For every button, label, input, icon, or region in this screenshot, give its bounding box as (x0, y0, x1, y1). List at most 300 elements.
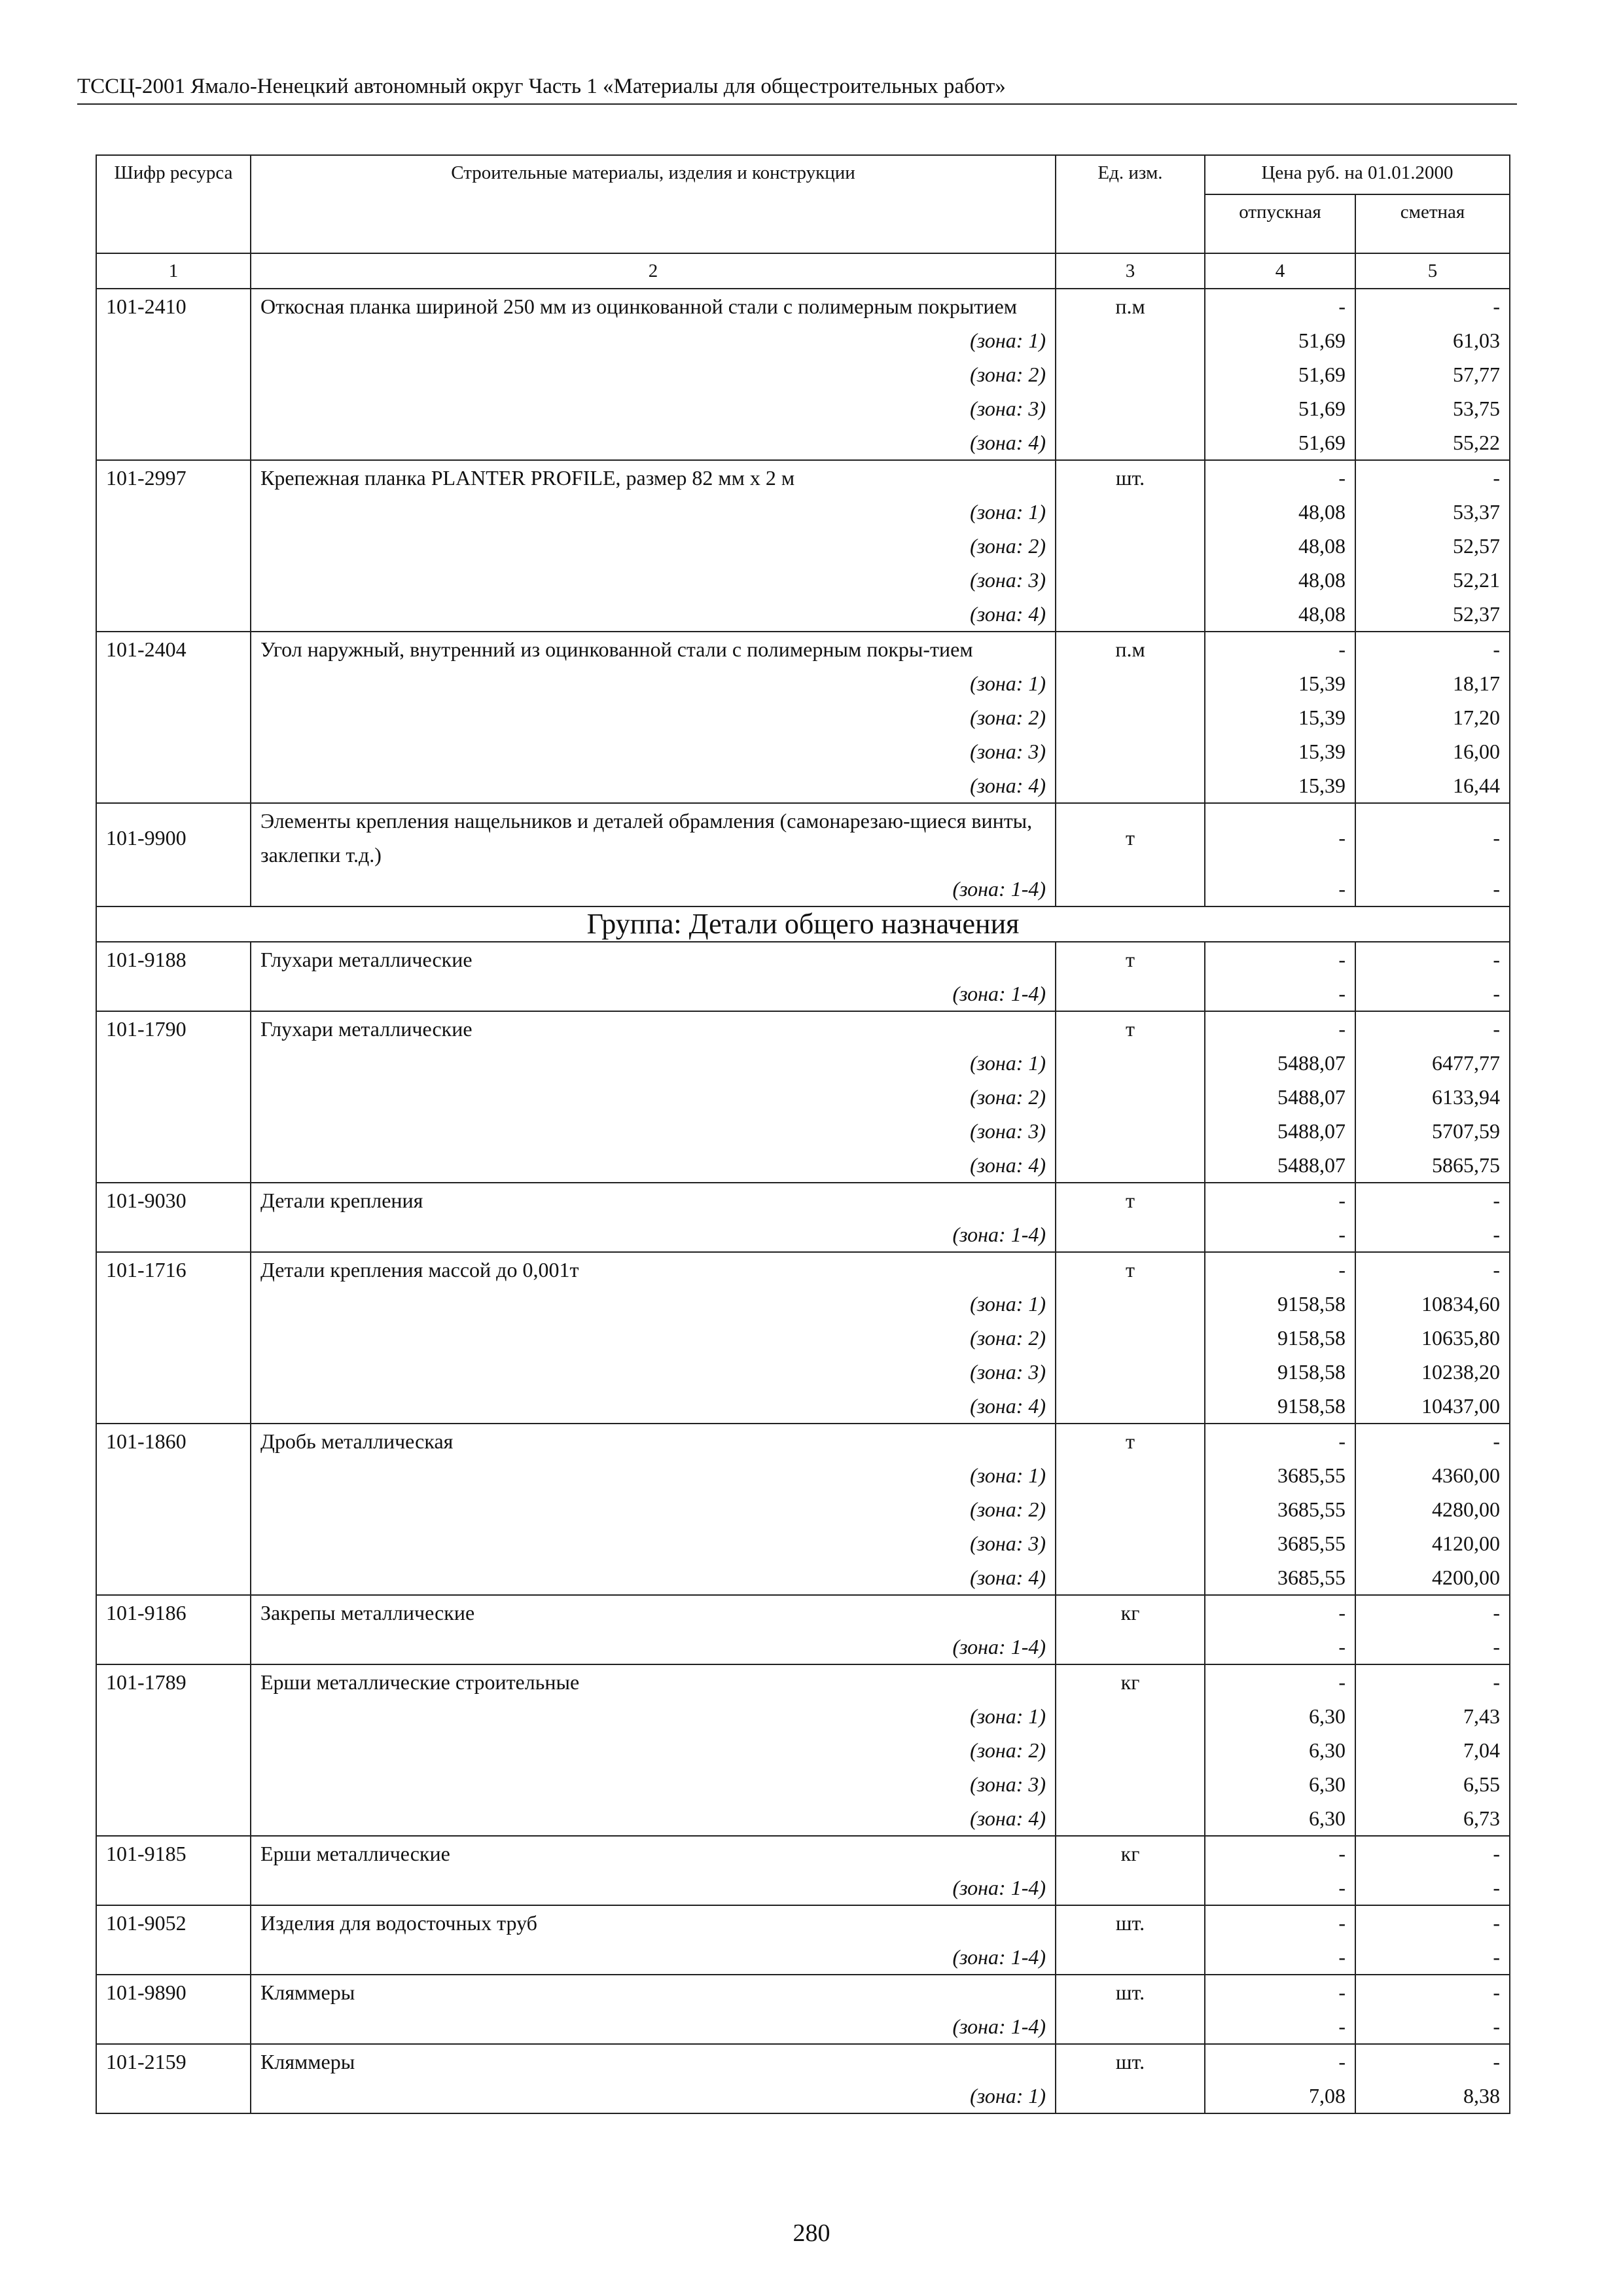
zone-label: (зона: 1) (251, 666, 1056, 700)
release-price: - (1205, 2009, 1355, 2044)
zone-row (96, 1630, 1510, 1664)
zone-row (96, 425, 1510, 460)
estimate-price: - (1355, 2009, 1510, 2044)
material-name: Элементы крепления нащельников и деталей обрамления (самонарезаю-щиеся винты, заклепки т.д.) (251, 803, 1056, 872)
zone-row (96, 1389, 1510, 1424)
table-row (96, 1975, 1510, 2009)
unit-empty (1056, 1355, 1205, 1389)
estimate-price: - (1355, 1217, 1510, 1252)
zone-row (96, 1560, 1510, 1595)
estimate-price: - (1355, 942, 1510, 977)
release-price: 7,08 (1205, 2079, 1355, 2113)
code-empty (96, 1217, 251, 1252)
release-price: - (1205, 1183, 1355, 1217)
release-price: - (1205, 1630, 1355, 1664)
estimate-price: 7,43 (1355, 1699, 1510, 1733)
estimate-price: 4120,00 (1355, 1526, 1510, 1560)
zone-label: (зона: 1) (251, 1699, 1056, 1733)
unit-empty (1056, 495, 1205, 529)
unit-empty (1056, 977, 1205, 1011)
estimate-price: - (1355, 1664, 1510, 1699)
unit-empty (1056, 1046, 1205, 1080)
release-price: 51,69 (1205, 323, 1355, 357)
zone-label: (зона: 2) (251, 529, 1056, 563)
unit-empty (1056, 1630, 1205, 1664)
estimate-price: 10834,60 (1355, 1287, 1510, 1321)
estimate-price: - (1355, 1905, 1510, 1940)
code-empty (96, 768, 251, 803)
resource-code: 101-9052 (96, 1905, 251, 1940)
code-empty (96, 666, 251, 700)
zone-row (96, 977, 1510, 1011)
release-price: 48,08 (1205, 495, 1355, 529)
code-empty (96, 1355, 251, 1389)
zone-label: (зона: 3) (251, 1114, 1056, 1148)
zone-label: (зона: 4) (251, 1389, 1056, 1424)
zone-row (96, 768, 1510, 803)
estimate-price: - (1355, 289, 1510, 323)
release-price: - (1205, 803, 1355, 872)
estimate-price: - (1355, 1424, 1510, 1458)
release-price: - (1205, 2044, 1355, 2079)
material-name: Ерши металлические строительные (251, 1664, 1056, 1699)
estimate-price: 4360,00 (1355, 1458, 1510, 1492)
zone-row (96, 495, 1510, 529)
estimate-price: 5707,59 (1355, 1114, 1510, 1148)
unit-empty (1056, 1733, 1205, 1767)
zone-label: (зона: 1-4) (251, 2009, 1056, 2044)
zone-label: (зона: 1-4) (251, 977, 1056, 1011)
zone-label: (зона: 1-4) (251, 872, 1056, 906)
release-price: - (1205, 1975, 1355, 2009)
estimate-price: - (1355, 977, 1510, 1011)
release-price: - (1205, 1424, 1355, 1458)
code-empty (96, 357, 251, 391)
release-price: - (1205, 1664, 1355, 1699)
estimate-price: 7,04 (1355, 1733, 1510, 1767)
release-price: - (1205, 977, 1355, 1011)
zone-label: (зона: 2) (251, 1080, 1056, 1114)
zone-row (96, 1526, 1510, 1560)
release-price: - (1205, 942, 1355, 977)
estimate-price: 52,57 (1355, 529, 1510, 563)
unit-cell: шт. (1056, 2044, 1205, 2079)
estimate-price: 53,37 (1355, 495, 1510, 529)
zone-label: (зона: 3) (251, 563, 1056, 597)
zone-label: (зона: 1) (251, 323, 1056, 357)
column-number: 5 (1355, 253, 1510, 289)
resource-code: 101-1860 (96, 1424, 251, 1458)
code-empty (96, 1871, 251, 1905)
estimate-price: 17,20 (1355, 700, 1510, 734)
estimate-price: 53,75 (1355, 391, 1510, 425)
zone-row (96, 734, 1510, 768)
zone-label: (зона: 2) (251, 1733, 1056, 1767)
release-price: 51,69 (1205, 425, 1355, 460)
header-estimate-price: сметная (1355, 194, 1510, 253)
code-empty (96, 529, 251, 563)
unit-empty (1056, 1560, 1205, 1595)
release-price: 6,30 (1205, 1801, 1355, 1836)
code-empty (96, 1733, 251, 1767)
unit-empty (1056, 425, 1205, 460)
material-name: Откосная планка шириной 250 мм из оцинкованной стали с полимерным покрытием (251, 289, 1056, 323)
zone-row (96, 1217, 1510, 1252)
code-empty (96, 872, 251, 906)
estimate-price: 6477,77 (1355, 1046, 1510, 1080)
table-row (96, 942, 1510, 977)
zone-label: (зона: 3) (251, 391, 1056, 425)
header-name: Строительные материалы, изделия и конструкции (251, 155, 1056, 253)
release-price: 6,30 (1205, 1699, 1355, 1733)
unit-empty (1056, 2009, 1205, 2044)
code-empty (96, 1321, 251, 1355)
table-row (96, 1252, 1510, 1287)
release-price: 9158,58 (1205, 1287, 1355, 1321)
release-price: 3685,55 (1205, 1492, 1355, 1526)
zone-label: (зона: 4) (251, 1560, 1056, 1595)
estimate-price: 18,17 (1355, 666, 1510, 700)
release-price: 3685,55 (1205, 1458, 1355, 1492)
resource-code: 101-2997 (96, 460, 251, 495)
unit-empty (1056, 1389, 1205, 1424)
release-price: 6,30 (1205, 1733, 1355, 1767)
code-empty (96, 597, 251, 632)
release-price: 48,08 (1205, 563, 1355, 597)
estimate-price: 52,37 (1355, 597, 1510, 632)
estimate-price: - (1355, 2044, 1510, 2079)
group-heading-row (96, 906, 1510, 942)
material-name: Дробь металлическая (251, 1424, 1056, 1458)
release-price: - (1205, 632, 1355, 666)
release-price: 51,69 (1205, 357, 1355, 391)
estimate-price: - (1355, 1836, 1510, 1871)
estimate-price: 10635,80 (1355, 1321, 1510, 1355)
page-number: 280 (793, 2219, 830, 2247)
estimate-price: - (1355, 803, 1510, 872)
table-row (96, 1011, 1510, 1046)
header-unit: Ед. изм. (1056, 155, 1205, 253)
unit-empty (1056, 872, 1205, 906)
zone-row (96, 1114, 1510, 1148)
code-empty (96, 495, 251, 529)
table-row (96, 289, 1510, 323)
release-price: 15,39 (1205, 734, 1355, 768)
estimate-price: - (1355, 632, 1510, 666)
resource-code: 101-2404 (96, 632, 251, 666)
table-row (96, 803, 1510, 872)
unit-empty (1056, 529, 1205, 563)
group-heading: Группа: Детали общего назначения (96, 906, 1510, 942)
estimate-price: - (1355, 1630, 1510, 1664)
estimate-price: - (1355, 1183, 1510, 1217)
estimate-price: 10437,00 (1355, 1389, 1510, 1424)
code-empty (96, 323, 251, 357)
material-name: Детали крепления (251, 1183, 1056, 1217)
unit-cell: п.м (1056, 632, 1205, 666)
table-row (96, 1905, 1510, 1940)
unit-empty (1056, 1492, 1205, 1526)
zone-row (96, 1148, 1510, 1183)
unit-empty (1056, 1940, 1205, 1975)
resource-code: 101-9186 (96, 1595, 251, 1630)
zone-label: (зона: 1-4) (251, 1940, 1056, 1975)
code-empty (96, 391, 251, 425)
table-row (96, 1664, 1510, 1699)
release-price: 48,08 (1205, 529, 1355, 563)
zone-row (96, 1871, 1510, 1905)
material-name: Кляммеры (251, 1975, 1056, 2009)
estimate-price: - (1355, 460, 1510, 495)
zone-label: (зона: 4) (251, 1801, 1056, 1836)
code-empty (96, 1389, 251, 1424)
zone-row (96, 563, 1510, 597)
code-empty (96, 1630, 251, 1664)
zone-label: (зона: 1-4) (251, 1217, 1056, 1252)
unit-cell: шт. (1056, 1905, 1205, 1940)
unit-cell: кг (1056, 1836, 1205, 1871)
resource-code: 101-2410 (96, 289, 251, 323)
material-name: Крепежная планка PLANTER PROFILE, размер 82 мм х 2 м (251, 460, 1056, 495)
resource-code: 101-9185 (96, 1836, 251, 1871)
table-body (96, 289, 1510, 2113)
zone-row (96, 391, 1510, 425)
zone-label: (зона: 1) (251, 1287, 1056, 1321)
zone-label: (зона: 2) (251, 700, 1056, 734)
zone-row (96, 1458, 1510, 1492)
code-empty (96, 1080, 251, 1114)
unit-empty (1056, 391, 1205, 425)
resource-code: 101-9030 (96, 1183, 251, 1217)
resource-code: 101-9188 (96, 942, 251, 977)
estimate-price: - (1355, 1011, 1510, 1046)
unit-cell: шт. (1056, 460, 1205, 495)
header-release-price: отпускная (1205, 194, 1355, 253)
estimate-price: 5865,75 (1355, 1148, 1510, 1183)
code-empty (96, 1492, 251, 1526)
unit-empty (1056, 1871, 1205, 1905)
material-name: Изделия для водосточных труб (251, 1905, 1056, 1940)
header-code: Шифр ресурса (96, 155, 251, 253)
column-number: 3 (1056, 253, 1205, 289)
code-empty (96, 977, 251, 1011)
table-row (96, 1424, 1510, 1458)
unit-empty (1056, 1287, 1205, 1321)
estimate-price: 57,77 (1355, 357, 1510, 391)
release-price: - (1205, 1871, 1355, 1905)
zone-label: (зона: 1) (251, 1046, 1056, 1080)
code-empty (96, 700, 251, 734)
zone-row (96, 666, 1510, 700)
release-price: 51,69 (1205, 391, 1355, 425)
zone-row (96, 597, 1510, 632)
zone-row (96, 1801, 1510, 1836)
estimate-price: - (1355, 872, 1510, 906)
release-price: 3685,55 (1205, 1526, 1355, 1560)
header-price: Цена руб. на 01.01.2000 (1205, 155, 1510, 194)
table-row (96, 460, 1510, 495)
release-price: 3685,55 (1205, 1560, 1355, 1595)
unit-cell: т (1056, 803, 1205, 872)
unit-cell: т (1056, 1252, 1205, 1287)
unit-empty (1056, 1080, 1205, 1114)
release-price: - (1205, 1905, 1355, 1940)
zone-row (96, 323, 1510, 357)
unit-empty (1056, 323, 1205, 357)
release-price: 5488,07 (1205, 1046, 1355, 1080)
zone-label: (зона: 3) (251, 734, 1056, 768)
column-number: 4 (1205, 253, 1355, 289)
zone-label: (зона: 2) (251, 1321, 1056, 1355)
zone-label: (зона: 4) (251, 597, 1056, 632)
estimate-price: 61,03 (1355, 323, 1510, 357)
estimate-price: 6,73 (1355, 1801, 1510, 1836)
release-price: - (1205, 1011, 1355, 1046)
zone-row (96, 1767, 1510, 1801)
unit-empty (1056, 1526, 1205, 1560)
unit-empty (1056, 1114, 1205, 1148)
code-empty (96, 1699, 251, 1733)
estimate-price: - (1355, 1595, 1510, 1630)
column-number: 1 (96, 253, 251, 289)
resource-code: 101-2159 (96, 2044, 251, 2079)
material-name: Детали крепления массой до 0,001т (251, 1252, 1056, 1287)
unit-empty (1056, 1699, 1205, 1733)
code-empty (96, 1526, 251, 1560)
code-empty (96, 734, 251, 768)
unit-empty (1056, 666, 1205, 700)
estimate-price: 4200,00 (1355, 1560, 1510, 1595)
table-row (96, 1836, 1510, 1871)
resource-code: 101-1789 (96, 1664, 251, 1699)
code-empty (96, 1114, 251, 1148)
unit-empty (1056, 1148, 1205, 1183)
zone-label: (зона: 4) (251, 425, 1056, 460)
unit-cell: т (1056, 942, 1205, 977)
code-empty (96, 2009, 251, 2044)
resource-code: 101-1790 (96, 1011, 251, 1046)
estimate-price: 55,22 (1355, 425, 1510, 460)
release-price: 15,39 (1205, 768, 1355, 803)
zone-row (96, 2009, 1510, 2044)
zone-label: (зона: 3) (251, 1355, 1056, 1389)
release-price: 5488,07 (1205, 1114, 1355, 1148)
unit-empty (1056, 563, 1205, 597)
estimate-price: 52,21 (1355, 563, 1510, 597)
unit-cell: п.м (1056, 289, 1205, 323)
estimate-price: - (1355, 1975, 1510, 2009)
material-name: Угол наружный, внутренний из оцинкованной стали с полимерным покры-тием (251, 632, 1056, 666)
zone-row (96, 1287, 1510, 1321)
zone-label: (зона: 3) (251, 1767, 1056, 1801)
release-price: - (1205, 1836, 1355, 1871)
unit-cell: т (1056, 1183, 1205, 1217)
release-price: 5488,07 (1205, 1148, 1355, 1183)
release-price: - (1205, 1252, 1355, 1287)
zone-row (96, 1492, 1510, 1526)
zone-row (96, 1046, 1510, 1080)
unit-empty (1056, 1321, 1205, 1355)
zone-label: (зона: 1) (251, 1458, 1056, 1492)
material-name: Кляммеры (251, 2044, 1056, 2079)
code-empty (96, 1148, 251, 1183)
code-empty (96, 2079, 251, 2113)
release-price: - (1205, 1217, 1355, 1252)
zone-row (96, 357, 1510, 391)
zone-label: (зона: 1-4) (251, 1871, 1056, 1905)
code-empty (96, 563, 251, 597)
zone-row (96, 1355, 1510, 1389)
estimate-price: 4280,00 (1355, 1492, 1510, 1526)
estimate-price: - (1355, 1940, 1510, 1975)
zone-row (96, 1699, 1510, 1733)
unit-cell: т (1056, 1011, 1205, 1046)
estimate-price: 6133,94 (1355, 1080, 1510, 1114)
zone-label: (зона: 4) (251, 768, 1056, 803)
unit-empty (1056, 768, 1205, 803)
code-empty (96, 1287, 251, 1321)
release-price: 6,30 (1205, 1767, 1355, 1801)
zone-row (96, 1940, 1510, 1975)
unit-cell: кг (1056, 1595, 1205, 1630)
zone-row (96, 529, 1510, 563)
release-price: 5488,07 (1205, 1080, 1355, 1114)
release-price: 48,08 (1205, 597, 1355, 632)
resource-code: 101-9890 (96, 1975, 251, 2009)
unit-empty (1056, 1767, 1205, 1801)
release-price: 15,39 (1205, 700, 1355, 734)
unit-empty (1056, 597, 1205, 632)
table-row (96, 632, 1510, 666)
release-price: - (1205, 460, 1355, 495)
zone-label: (зона: 2) (251, 1492, 1056, 1526)
material-name: Ерши металлические (251, 1836, 1056, 1871)
release-price: 9158,58 (1205, 1355, 1355, 1389)
unit-cell: шт. (1056, 1975, 1205, 2009)
code-empty (96, 1458, 251, 1492)
zone-label: (зона: 2) (251, 357, 1056, 391)
estimate-price: 16,44 (1355, 768, 1510, 803)
resource-code: 101-9900 (96, 803, 251, 872)
resource-code: 101-1716 (96, 1252, 251, 1287)
estimate-price: 6,55 (1355, 1767, 1510, 1801)
unit-cell: т (1056, 1424, 1205, 1458)
release-price: - (1205, 1940, 1355, 1975)
table-row (96, 1595, 1510, 1630)
code-empty (96, 1767, 251, 1801)
code-empty (96, 1046, 251, 1080)
zone-row (96, 1080, 1510, 1114)
zone-row (96, 1321, 1510, 1355)
unit-empty (1056, 357, 1205, 391)
column-number: 2 (251, 253, 1056, 289)
material-name: Глухари металлические (251, 942, 1056, 977)
release-price: 9158,58 (1205, 1389, 1355, 1424)
code-empty (96, 1801, 251, 1836)
zone-label: (зона: 1) (251, 2079, 1056, 2113)
release-price: - (1205, 872, 1355, 906)
code-empty (96, 1560, 251, 1595)
table-row (96, 2044, 1510, 2079)
zone-row (96, 872, 1510, 906)
code-empty (96, 425, 251, 460)
unit-empty (1056, 700, 1205, 734)
price-table (96, 154, 1510, 2114)
estimate-price: 10238,20 (1355, 1355, 1510, 1389)
material-name: Глухари металлические (251, 1011, 1056, 1046)
page-header: ТССЦ-2001 Ямало-Ненецкий автономный округ Часть 1 «Материалы для общестроительных работ» (77, 73, 1517, 105)
zone-label: (зона: 3) (251, 1526, 1056, 1560)
